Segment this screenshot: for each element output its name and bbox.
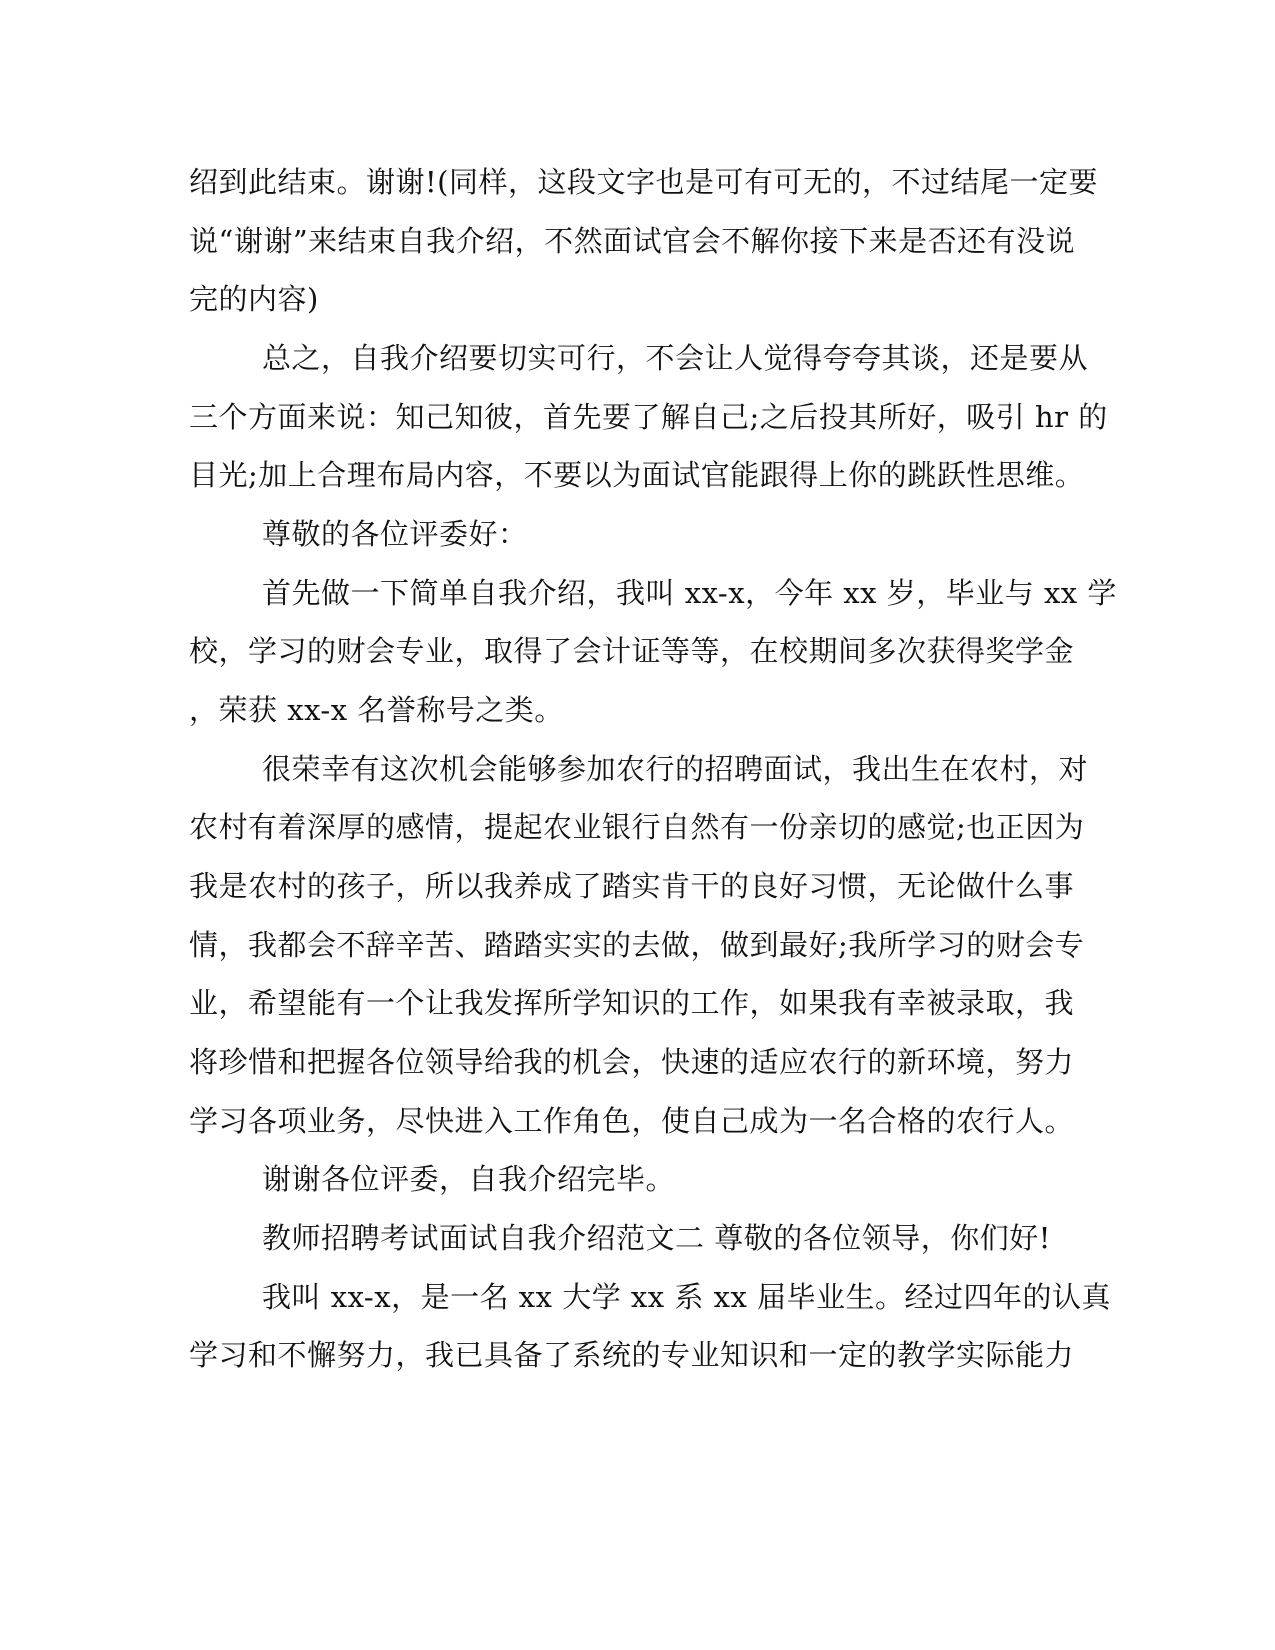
closing-line: 谢谢各位评委，自我介绍完毕。 xyxy=(262,1162,676,1196)
salutation-line: 尊敬的各位评委好： xyxy=(262,517,528,551)
text-line: 学习和不懈努力，我已具备了系统的专业知识和一定的教学实际能力 xyxy=(189,1338,1075,1372)
text-line: 情，我都会不辞辛苦、踏踏实实的去做，做到最好;我所学习的财会专 xyxy=(189,928,1085,962)
paragraph-start-line: 很荣幸有这次机会能够参加农行的招聘面试，我出生在农村，对 xyxy=(262,752,1089,786)
text-line: 说“谢谢”来结束自我介绍，不然面试官会不解你接下来是否还有没说 xyxy=(189,224,1076,258)
text-line: 将珍惜和把握各位领导给我的机会，快速的适应农行的新环境，努力 xyxy=(189,1045,1075,1079)
section-heading-line: 教师招聘考试面试自我介绍范文二 尊敬的各位领导，你们好! xyxy=(262,1221,1051,1255)
text-line: 校，学习的财会专业，取得了会计证等等，在校期间多次获得奖学金 xyxy=(189,634,1075,668)
text-line: 目光;加上合理布局内容，不要以为面试官能跟得上你的跳跃性思维。 xyxy=(189,458,1085,492)
text-line: 完的内容) xyxy=(189,282,319,316)
text-line: 农村有着深厚的感情，提起农业银行自然有一份亲切的感觉;也正因为 xyxy=(189,810,1085,844)
text-line: 业，希望能有一个让我发挥所学知识的工作，如果我有幸被录取，我 xyxy=(189,986,1075,1020)
text-line: ，荣获 xx-x 名誉称号之类。 xyxy=(189,693,564,727)
paragraph-start-line: 首先做一下简单自我介绍，我叫 xx-x，今年 xx 岁，毕业与 xx 学 xyxy=(262,576,1117,610)
text-line: 三个方面来说：知己知彼，首先要了解自己;之后投其所好，吸引 hr 的 xyxy=(189,400,1108,434)
text-line: 我是农村的孩子，所以我养成了踏实肯干的良好习惯，无论做什么事 xyxy=(189,869,1075,903)
text-line: 绍到此结束。谢谢!(同样，这段文字也是可有可无的，不过结尾一定要 xyxy=(189,165,1098,199)
text-line: 学习各项业务，尽快进入工作角色，使自己成为一名合格的农行人。 xyxy=(189,1104,1075,1138)
paragraph-start-line: 总之，自我介绍要切实可行，不会让人觉得夸夸其谈，还是要从 xyxy=(262,341,1089,375)
paragraph-start-line: 我叫 xx-x，是一名 xx 大学 xx 系 xx 届毕业生。经过四年的认真 xyxy=(262,1280,1112,1314)
